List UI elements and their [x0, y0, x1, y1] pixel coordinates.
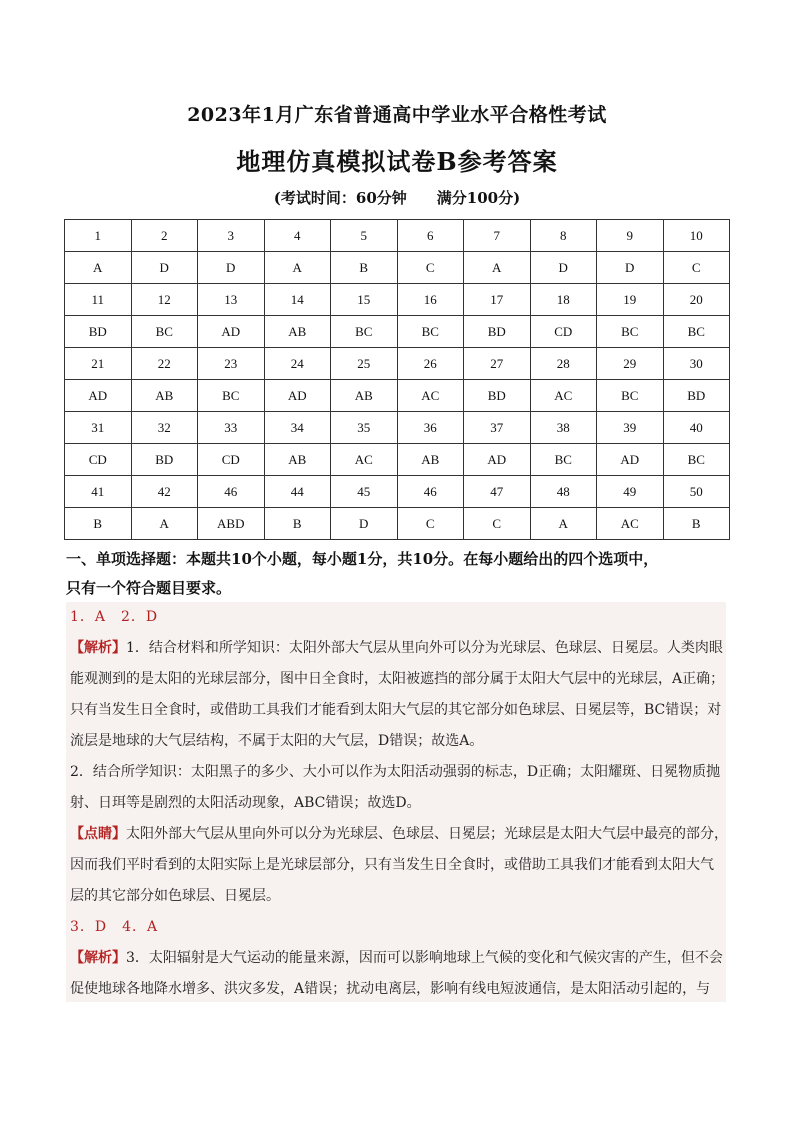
answer-cell: A	[464, 252, 531, 284]
question-number-cell: 45	[331, 476, 398, 508]
answer-cell: BD	[464, 316, 531, 348]
question-number-cell: 2	[131, 220, 198, 252]
exam-title: 2023年1月广东省普通高中学业水平合格性考试	[187, 104, 607, 126]
analysis-tag-2: 【解析】	[70, 950, 126, 966]
answer-row	[65, 380, 730, 412]
answer-cell: BC	[198, 380, 265, 412]
question-number-cell: 16	[397, 284, 464, 316]
explanation-block	[66, 602, 726, 1002]
answer-table	[64, 219, 730, 540]
answer-cell: A	[65, 252, 132, 284]
answer-cell: AD	[198, 316, 265, 348]
analysis-q2-line-2: 射、日珥等是剧烈的太阳活动现象，ABC错误；故选D。	[70, 795, 421, 811]
question-number-row	[65, 348, 730, 380]
answer-row	[65, 252, 730, 284]
question-number-cell: 25	[331, 348, 398, 380]
answer-cell: BD	[65, 316, 132, 348]
answer-cell: B	[65, 508, 132, 540]
answer-cell: B	[264, 508, 331, 540]
answer-cell: AD	[264, 380, 331, 412]
question-number-cell: 8	[530, 220, 597, 252]
answer-cell: BC	[597, 316, 664, 348]
answer-cell: AB	[131, 380, 198, 412]
question-number-cell: 50	[663, 476, 730, 508]
section-heading-line-1: 一、单项选择题：本题共10个小题，每小题1分，共10分。在每小题给出的四个选项中，	[66, 550, 659, 568]
question-number-cell: 17	[464, 284, 531, 316]
question-number-cell: 6	[397, 220, 464, 252]
answer-cell: B	[331, 252, 398, 284]
question-number-cell: 34	[264, 412, 331, 444]
answer-cell: AD	[65, 380, 132, 412]
question-number-cell: 33	[198, 412, 265, 444]
answer-cell: AB	[331, 380, 398, 412]
answer-cell: BC	[663, 316, 730, 348]
tip-text: 太阳外部大气层从里向外可以分为光球层、色球层、日冕层；光球层是太阳大气层中最亮的部分，	[126, 826, 728, 842]
answer-cell: B	[663, 508, 730, 540]
question-number-row	[65, 476, 730, 508]
question-number-cell: 10	[663, 220, 730, 252]
question-number-cell: 35	[331, 412, 398, 444]
answer-cell: BC	[131, 316, 198, 348]
answer-cell: CD	[530, 316, 597, 348]
question-number-cell: 22	[131, 348, 198, 380]
analysis-text: 1．结合材料和所学知识：太阳外部大气层从里向外可以分为光球层、色球层、日冕层。人类肉眼	[126, 640, 723, 656]
question-number-cell: 41	[65, 476, 132, 508]
answer-header-q1-2: 1．A 2．D	[70, 609, 159, 625]
question-number-cell: 31	[65, 412, 132, 444]
question-number-cell: 38	[530, 412, 597, 444]
answer-cell: AC	[530, 380, 597, 412]
analysis-q1-line-2: 能观测到的是太阳的光球层部分，图中日全食时，太阳被遮挡的部分属于太阳大气层中的光球层，A正确；	[70, 671, 725, 687]
question-number-cell: 39	[597, 412, 664, 444]
question-number-cell: 29	[597, 348, 664, 380]
tip-line-1	[70, 819, 728, 850]
question-number-cell: 46	[198, 476, 265, 508]
question-number-cell: 44	[264, 476, 331, 508]
question-number-cell: 1	[65, 220, 132, 252]
analysis-q1-line-4: 流层是地球的大气层结构，不属于太阳的大气层，D错误；故选A。	[70, 733, 484, 749]
question-number-cell: 37	[464, 412, 531, 444]
answer-cell: AB	[264, 316, 331, 348]
tip-line-3: 层的其它部分如色球层、日冕层。	[70, 888, 280, 904]
question-number-row	[65, 412, 730, 444]
analysis-q2-line-1: 2．结合所学知识：太阳黑子的多少、大小可以作为太阳活动强弱的标志，D正确；太阳耀斑、日冕物质抛	[70, 764, 721, 780]
question-number-cell: 42	[131, 476, 198, 508]
answer-cell: D	[331, 508, 398, 540]
answer-cell: BD	[663, 380, 730, 412]
question-number-cell: 26	[397, 348, 464, 380]
question-number-cell: 49	[597, 476, 664, 508]
question-number-cell: 23	[198, 348, 265, 380]
answer-cell: BC	[663, 444, 730, 476]
section-heading	[66, 545, 734, 603]
question-number-row	[65, 284, 730, 316]
analysis-q1-line-1	[70, 633, 723, 664]
question-number-cell: 7	[464, 220, 531, 252]
answer-cell: C	[663, 252, 730, 284]
question-number-cell: 3	[198, 220, 265, 252]
answer-cell: BC	[597, 380, 664, 412]
question-number-cell: 30	[663, 348, 730, 380]
question-number-cell: 48	[530, 476, 597, 508]
question-number-cell: 12	[131, 284, 198, 316]
question-number-cell: 13	[198, 284, 265, 316]
answer-cell: D	[131, 252, 198, 284]
question-number-cell: 36	[397, 412, 464, 444]
exam-info: (考试时间：60分钟 满分100分)	[273, 189, 521, 207]
tip-tag: 【点睛】	[70, 826, 126, 842]
question-number-cell: 40	[663, 412, 730, 444]
answer-cell: A	[131, 508, 198, 540]
question-number-row	[65, 220, 730, 252]
answer-cell: C	[397, 508, 464, 540]
answer-cell: CD	[198, 444, 265, 476]
answer-cell: D	[530, 252, 597, 284]
answer-row	[65, 444, 730, 476]
answer-cell: A	[264, 252, 331, 284]
tip-line-2: 因而我们平时看到的太阳实际上是光球层部分，只有当发生日全食时，或借助工具我们才能看到太阳大气	[70, 857, 714, 873]
answer-cell: C	[464, 508, 531, 540]
answer-cell: BC	[397, 316, 464, 348]
answer-row	[65, 508, 730, 540]
question-number-cell: 9	[597, 220, 664, 252]
answer-cell: D	[198, 252, 265, 284]
analysis-q1-line-3: 只有当发生日全食时，或借助工具我们才能看到太阳大气层的其它部分如色球层、日冕层等，BC错误；对	[70, 702, 722, 718]
answer-header-q3-4: 3．D 4．A	[70, 919, 159, 935]
answer-cell: AD	[597, 444, 664, 476]
analysis-q3-line-2: 促使地球各地降水增多、洪灾多发，A错误；扰动电离层，影响有线电短波通信，是太阳活动引起的，与	[70, 981, 711, 997]
answer-row	[65, 316, 730, 348]
question-number-cell: 24	[264, 348, 331, 380]
answer-cell: ABD	[198, 508, 265, 540]
answer-cell: AC	[331, 444, 398, 476]
question-number-cell: 5	[331, 220, 398, 252]
question-number-cell: 32	[131, 412, 198, 444]
answer-cell: AB	[264, 444, 331, 476]
analysis-tag: 【解析】	[70, 640, 126, 656]
answer-cell: AC	[397, 380, 464, 412]
answer-cell: BD	[464, 380, 531, 412]
section-heading-line-2: 只有一个符合题目要求。	[66, 579, 232, 597]
question-number-cell: 4	[264, 220, 331, 252]
question-number-cell: 20	[663, 284, 730, 316]
question-number-cell: 28	[530, 348, 597, 380]
paper-title: 地理仿真模拟试卷B参考答案	[236, 147, 558, 176]
answer-cell: BD	[131, 444, 198, 476]
question-number-cell: 15	[331, 284, 398, 316]
answer-cell: BC	[530, 444, 597, 476]
answer-cell: AD	[464, 444, 531, 476]
question-number-cell: 47	[464, 476, 531, 508]
question-number-cell: 19	[597, 284, 664, 316]
question-number-cell: 18	[530, 284, 597, 316]
answer-cell: C	[397, 252, 464, 284]
question-number-cell: 21	[65, 348, 132, 380]
analysis-text-2: 3．太阳辐射是大气运动的能量来源，因而可以影响地球上气候的变化和气候灾害的产生，但不会	[126, 950, 723, 966]
answer-cell: AC	[597, 508, 664, 540]
answer-cell: D	[597, 252, 664, 284]
answer-cell: BC	[331, 316, 398, 348]
question-number-cell: 14	[264, 284, 331, 316]
analysis-q3-line-1	[70, 943, 723, 974]
answer-cell: A	[530, 508, 597, 540]
question-number-cell: 27	[464, 348, 531, 380]
answer-cell: CD	[65, 444, 132, 476]
answer-cell: AB	[397, 444, 464, 476]
question-number-cell: 46	[397, 476, 464, 508]
question-number-cell: 11	[65, 284, 132, 316]
